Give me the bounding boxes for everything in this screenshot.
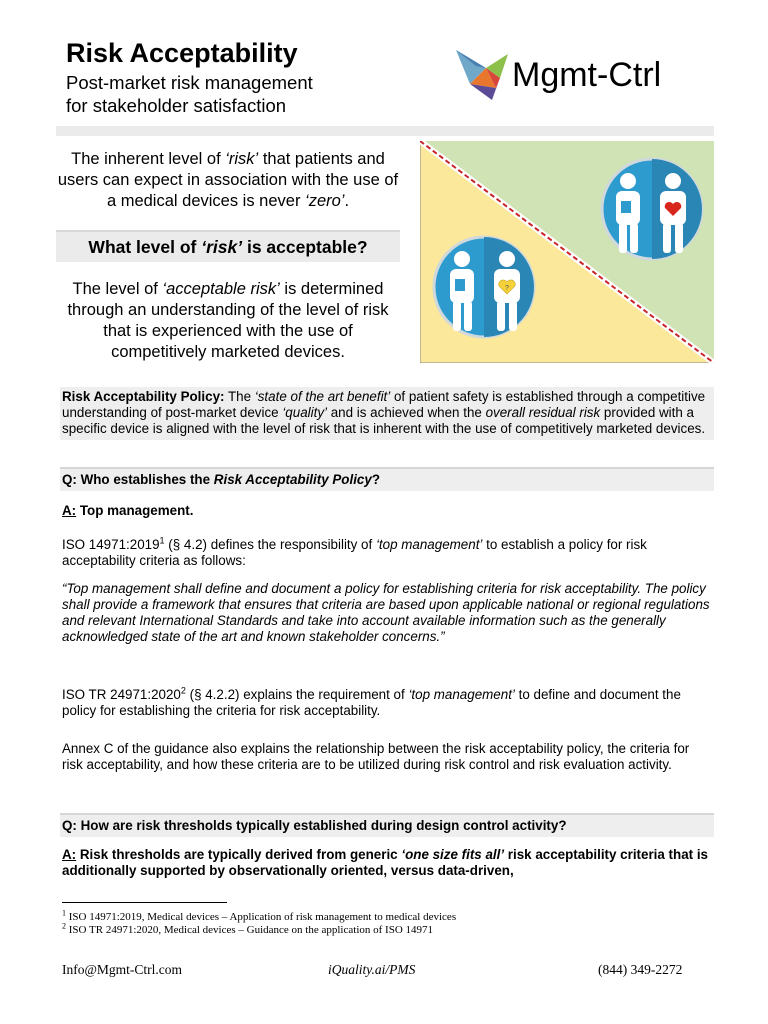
acceptable-risk-question [56,230,400,262]
question-text: is acceptable? [242,237,368,257]
policy-text: of patient safety is established through a competitive understanding of post-market device [62,389,706,420]
para-text: to establish a policy for risk acceptability criteria as follows: [62,537,647,568]
iso-14971-paragraph [62,537,712,569]
iso-quote: “Top management shall define and document a policy for establishing criteria for risk acceptability. The policy shall provide a framework that ensures that criteria are based upon applicable national or regional regulations and relevant International Standards and take into account available information such as the generally acknowledged state of the art and known stakeholder concerns.” [62,581,710,644]
intro-text: that patients and users can expect in association with the use of a medical devices is never [57,150,399,210]
question-emph: ‘risk’ [201,237,243,257]
intro-emph-zero: ‘zero’ [305,192,345,210]
footnote-ref: 1 [159,535,165,546]
footer-phone: (844) 349-2272 [598,962,683,977]
footnote-text: ISO 14971:2019, Medical devices – Application of risk management to medical devices [66,911,457,923]
q1-emph: Risk Acceptability Policy [213,472,372,487]
page-subtitle [66,71,313,117]
svg-text:?: ? [505,285,509,292]
intro-emph-risk: ‘risk’ [225,150,259,168]
footer-website[interactable]: iQuality.ai/PMS [328,962,416,977]
answer-text: Risk thresholds are typically derived from generic [76,847,402,862]
risk-comparison-illustration [420,141,714,363]
policy-emph: overall residual risk [485,405,601,420]
policy-text: provided with a specific device is aligned with the level of risk that is inherent with the use of competitively marketed devices. [62,405,706,436]
para-text: ISO 14971:2019 [62,537,160,552]
acceptable-risk-paragraph [56,279,400,363]
policy-text: and is achieved when the [327,405,486,420]
intro-text: The inherent level of [71,150,226,168]
policy-text: The [224,389,255,404]
para-emph: ‘top management’ [408,687,515,702]
intro2-text: is determined through an understanding of the level of risk that is experienced with the use of competitively marketed devices. [67,280,389,361]
answer-text: risk acceptability criteria that is additionally supported by observationally oriented, versus data-driven, [62,847,708,878]
intro2-text: The level of [72,280,163,298]
annex-c-paragraph: Annex C of the guidance also explains the relationship between the risk acceptability policy, the criteria for risk acceptability, and how these criteria are to be utilized during risk control and risk evaluation activity. [62,741,690,772]
para-text: (§ 4.2) defines the responsibility of [164,537,376,552]
q1-text: ? [371,472,381,487]
patient-unknown-circle-icon [434,237,534,337]
patient-heart-circle-icon [602,159,702,259]
footnote-divider [62,902,227,903]
footer-email[interactable]: Info@Mgmt-Ctrl.com [62,962,183,977]
policy-emph: ‘quality’ [282,405,327,420]
footnote-1 [62,908,712,923]
question-2: Q: How are risk thresholds typically established during design control activity? [60,813,714,837]
footnote-2 [62,921,712,936]
answer-label: A: [62,503,77,518]
q1-text: Q: Who establishes the [62,472,214,487]
footnote-text: ISO TR 24971:2020, Medical devices – Guidance on the application of ISO 14971 [66,924,434,936]
iso-tr-paragraph [62,687,712,719]
para-text: (§ 4.2.2) explains the requirement of [185,687,409,702]
intro-paragraph [56,149,400,212]
answer-label: A: [62,847,77,862]
header-divider [56,126,714,136]
para-text: to define and document the policy for establishing the criteria for risk acceptability. [62,687,681,718]
answer-2 [62,847,712,879]
question-1 [60,467,714,491]
risk-acceptability-policy [60,387,714,440]
subtitle-line-2: for stakeholder satisfaction [66,95,287,116]
subtitle-line-1: Post-market risk management [66,72,313,93]
footnote-number: 2 [62,921,66,931]
intro2-emph: ‘acceptable risk’ [162,280,280,298]
footnote-ref: 2 [180,685,186,696]
page-title: Risk Acceptability [66,38,298,68]
answer-text: Top management. [76,503,194,518]
question-text: What level of [88,237,202,257]
brand-name: Mgmt-Ctrl [512,56,662,94]
answer-1 [62,503,712,519]
policy-emph: ‘state of the art benefit’ [254,389,391,404]
para-text: ISO TR 24971:2020 [62,687,181,702]
answer-emph: ‘one size fits all’ [401,847,505,862]
para-emph: ‘top management’ [375,537,483,552]
policy-label: Risk Acceptability Policy: [62,389,225,404]
footnote-number: 1 [62,908,66,918]
intro-text: . [344,192,350,210]
